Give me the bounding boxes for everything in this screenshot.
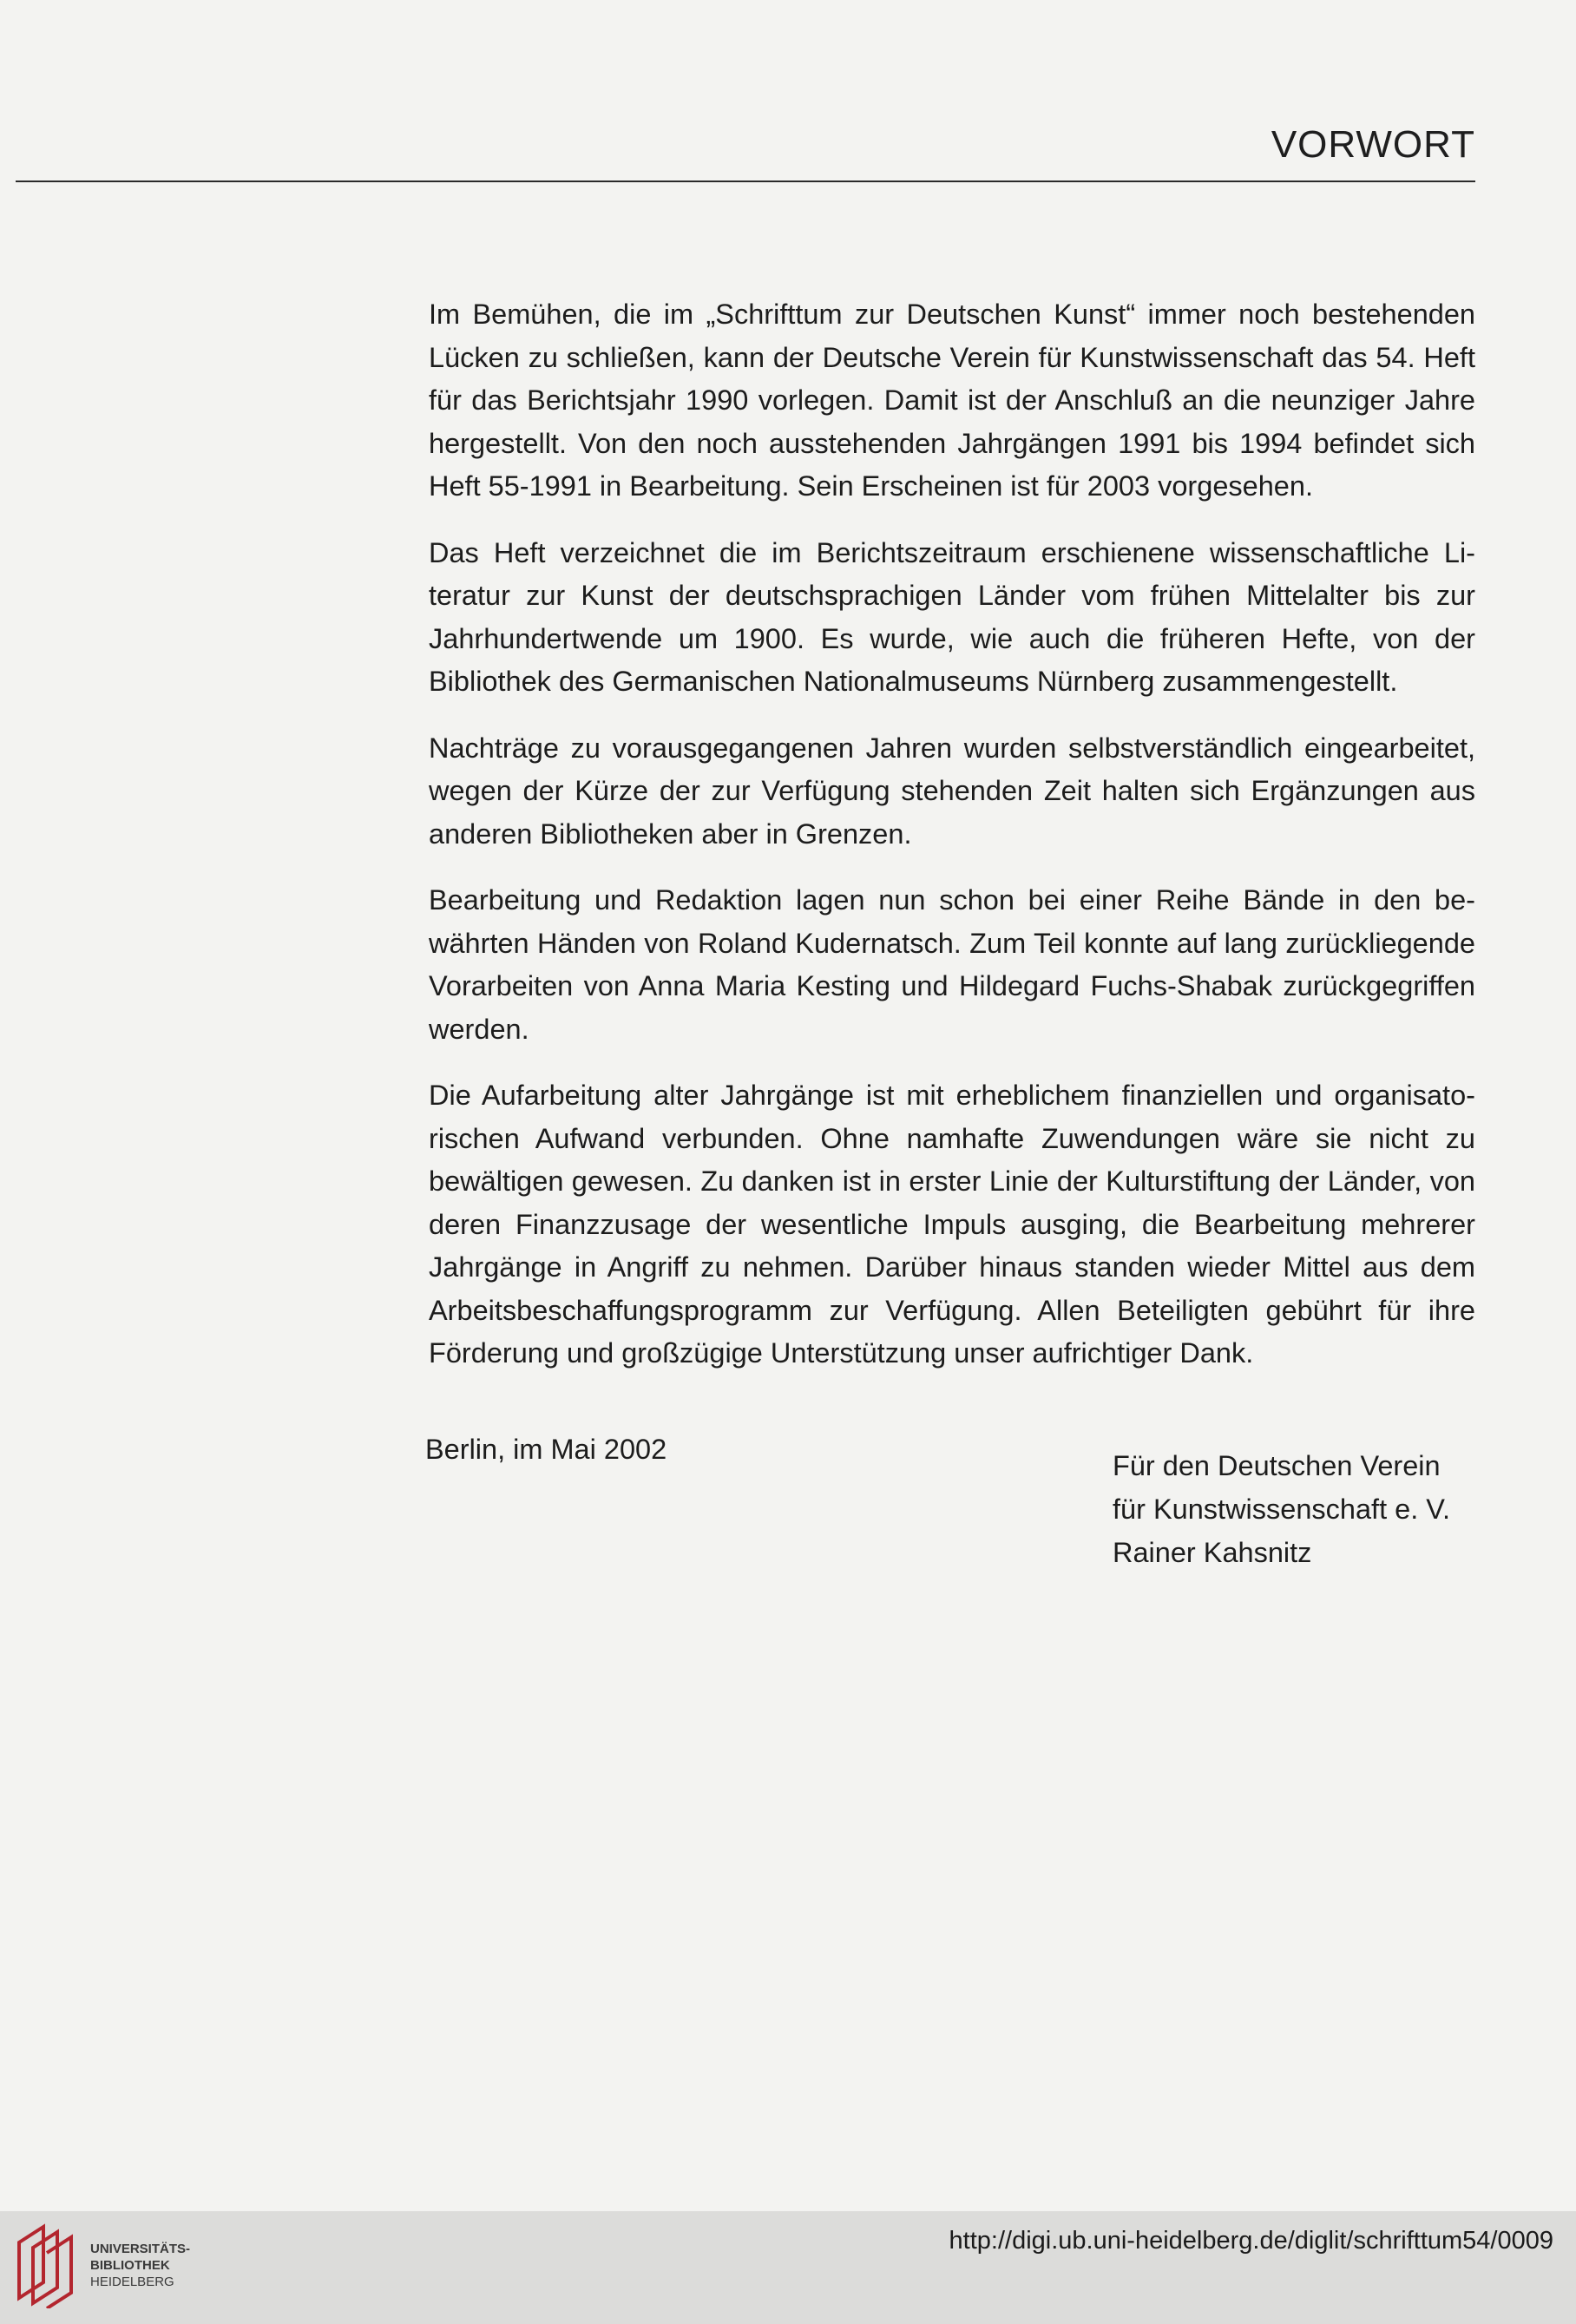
place-date: Berlin, im Mai 2002 [425,1434,667,1465]
library-name-line: BIBLIOTHEK [90,2258,170,2273]
library-name-line: UNIVERSITÄTS- [90,2242,191,2256]
signature-name: Rainer Kahsnitz [1113,1537,1312,1568]
library-name [90,2241,190,2290]
header-divider [16,181,1475,182]
page-title: VORWORT [1271,123,1475,166]
paragraph: Bearbeitung und Redaktion lagen nun schon bei einer Reihe Bände in den bewährten Händen von Roland Kudernatsch. Zum Teil konnte auf lang zurückliegende Vorarbeiten von Anna Maria Kesting und Hildegard Fuchs-Shabak zurückgegriffen werden. [429,884,1475,1045]
paragraph: Im Bemühen, die im „Schrifttum zur Deutschen Kunst“ immer noch bestehenden Lücken zu schließen, kann der Deutsche Verein für Kunstwissenschaft das 54. Heft für das Berichtsjahr 1990 vorlegen. Damit ist der Anschluß an die neunziger Jahre hergestellt. Von den noch ausstehenden Jahrgängen 1991 bis 1994 befindet sich Heft 55-1991 in Bearbeitung. Sein Erscheinen ist für 2003 vorgesehen. [429,299,1475,502]
paragraph: Die Aufarbeitung alter Jahrgänge ist mit erheblichem finanziellen und organisatorischen Aufwand verbunden. Ohne namhafte Zuwendungen wäre sie nicht zu bewältigen gewesen. Zu danken ist in erster Linie der Kulturstiftung der Länder, von deren Finanzzusage der wesentliche Impuls ausging, die Bearbeitung mehrerer Jahrgänge in Angriff zu nehmen. Darüber hinaus standen wieder Mittel aus dem Arbeitsbeschaffungsprogramm zur Verfügung. Allen Beteiligten gebührt für ihre Förderung und großzügige Unterstützung unser aufrichtiger Dank. [429,1080,1475,1369]
signature-line: Für den Deutschen Verein [1113,1450,1441,1481]
closing-block [425,1434,1475,1572]
digitization-footer [0,2211,1576,2324]
signature-line: für Kunstwissenschaft e. V. [1113,1494,1451,1525]
paragraph: Das Heft verzeichnet die im Berichtszeitraum erschienene wissenschaftliche Literatur zur Kunst der deutschsprachigen Länder vom frühen Mittelalter bis zur Jahrhundertwende um 1900. Es wurde, wie auch die früheren Hefte, von der Bibliothek des Germanischen Nationalmuseums Nürnberg zusammengestellt. [429,536,1475,697]
library-logo-icon [12,2222,85,2308]
signature [1113,1444,1450,1574]
paragraph: Nachträge zu vorausgegangenen Jahren wurden selbstverständlich eingearbeitet, wegen der Kürze der zur Verfügung stehenden Zeit halten sich Ergänzungen aus anderen Bibliotheken aber in Grenzen. [429,732,1475,850]
preface-body [429,293,1475,1399]
library-name-line: HEIDELBERG [90,2275,174,2289]
permalink-url[interactable]: http://digi.ub.uni-heidelberg.de/diglit/schrifttum54/0009 [949,2227,1553,2255]
